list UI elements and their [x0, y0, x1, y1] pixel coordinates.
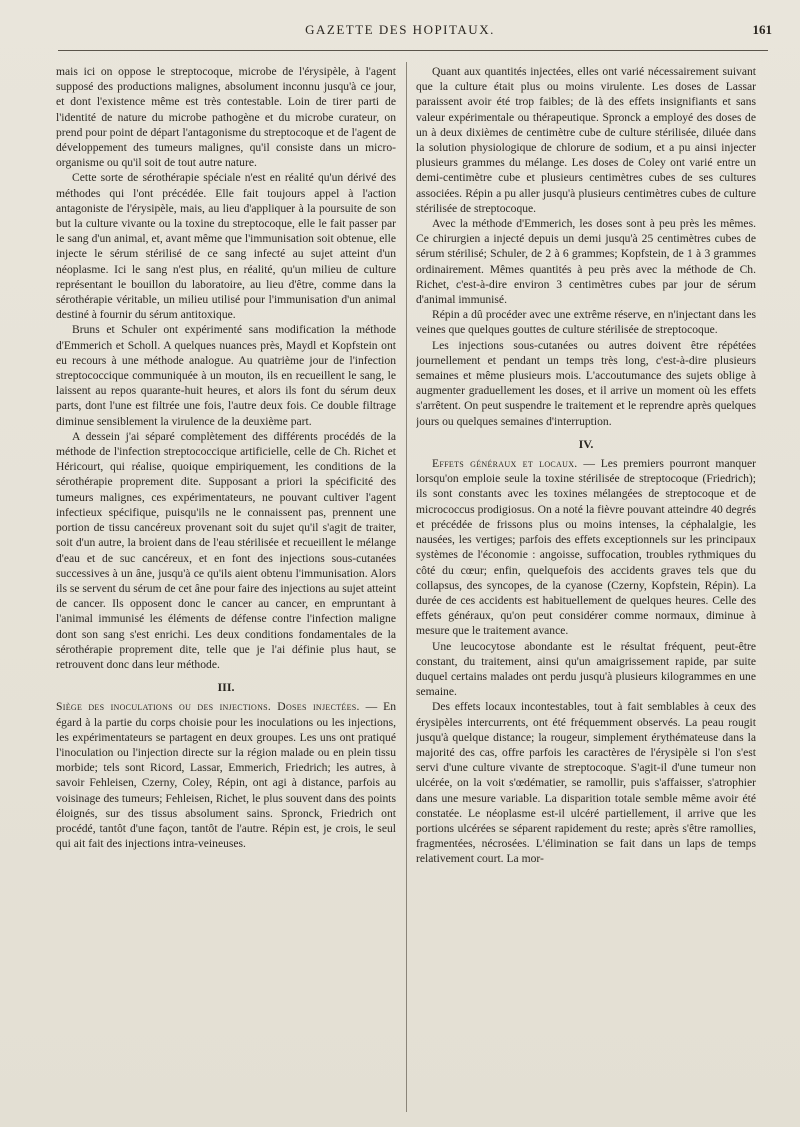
section-heading: IV. [578, 436, 594, 451]
column-divider [406, 62, 407, 1112]
page-number: 161 [752, 22, 772, 37]
paragraph: Avec la méthode d'Emmerich, les doses sont à peu près les mêmes. Ce chirurgien a injecté depuis un demi jusqu'à 25 centimètres cubes de sérum stérilisé; Schuler, de 2 à 6 grammes; Kopfstein, de 1 à 3 grammes ordinairement. Mêmes quantités à peu près avec la méthode de Ch. Richet, c'est-à-dire environ 3 centimètres cubes par jour de sérum d'animal immunisé. [416, 217, 756, 307]
paragraph: Répin a dû procéder avec une extrême réserve, en n'injectant dans les veines que quelques gouttes de culture stérilisée de streptocoque. [416, 308, 756, 337]
header-rule [58, 50, 768, 51]
section-title: Effets généraux et locaux. [432, 457, 578, 471]
right-column [416, 64, 756, 1114]
section-title: Siège des inoculations ou des injections. Doses injectées. [56, 700, 360, 714]
paragraph: Des effets locaux incontestables, tout à fait semblables à ceux des érysipèles intercurrents, ont été fréquemment observés. La peau rougit jusqu'à quelque distance; la rougeur, simplement érythémateuse dans la majorité des cas, offre parfois les caractères de l'érysipèle si l'on s'est servi d'une culture vivante de streptocoque. S'agit-il d'une tumeur non ulcérée, on la voit s'œdématier, se ramollir, puis s'affaisser, s'atrophier dans une mesure variable. La disparition totale semble même avoir été constatée. Le néoplasme est-il ulcéré partiellement, il arrive que les portions ulcérées se séparent rapidement du reste; après s'être ramollies, fragmentées, nécrosées. L'élimination se fait dans un laps de temps relativement court. La mor- [416, 700, 756, 866]
paragraph: A dessein j'ai séparé complètement des différents procédés de la méthode de l'infection streptococcique artificielle, celle de Ch. Richet et Héricourt, qui réalise, quoique empiriquement, les conditions de la sérothérapie proprement dite. Supposant a priori la spécificité des tumeurs malignes, ces expérimentateurs, ne pouvant cultiver l'agent infectieux spécifique, puisqu'ils ne le connaissent pas, prennent une portion de tissu cancéreux provenant soit du sujet qu'il s'agit de traiter, soit d'un autre, la broient dans de l'eau stérilisée et recueillent le mélange d'eau et de suc cancéreux, et en font des injections sous-cutanées successives à un âne, jusqu'à ce qu'ils aient obtenu l'immunisation. Alors ils se servent du sérum de cet âne pour faire des injections au sujet atteint de cancer. Ils opposent donc le cancer au cancer, en empruntant à l'animal immunisé les éléments de défense contre l'infection maligne dont son sang s'est enrichi. Les deux conditions fondamentales de la sérothérapie proprement dite, telle que je l'ai définie plus haut, se retrouvent donc dans leur méthode. [56, 429, 396, 671]
section-body: — Les premiers pourront manquer lorsqu'on emploie seule la toxine stérilisée de streptocoque (Friedrich); ils sont constants avec les toxines mélangées de streptocoque et de micrococcus prodigiosus. On a noté la fièvre pouvant atteindre 40 degrés et précédée de frissons plus ou moins intenses, la céphalalgie, les nausées, les vertiges; parfois des effets exceptionnels sur les principaux systèmes de l'économie : angoisse, suffocation, troubles rythmiques du côté du cœur; enfin, quelquefois des accidents graves tels que du collapsus, des syncopes, de la cyanose (Czerny, Kopfstein, Répin). La durée de ces accidents est habituellement de quelques heures. Celle des effets généraux, qu'on peut considérer comme normaux, diminue à mesure que le traitement avance. [416, 457, 756, 638]
paragraph: Une leucocytose abondante est le résultat fréquent, peut-être constant, du traitement, ainsi qu'un amaigrissement rapide, par suite duquel certains malades ont perdu jusqu'à plusieurs kilogrammes en une semaine. [416, 639, 756, 699]
section-paragraph [416, 456, 756, 638]
paragraph: Les injections sous-cutanées ou autres doivent être répétées journellement et pendant un temps très long, c'est-à-dire plusieurs semaines et même plusieurs mois. L'accoutumance des sujets oblige à augmenter graduellement les doses, et il arrive un moment où les effets s'arrêtent. On peut suspendre le traitement et le reprendre après quelques jours ou quelques semaines d'interruption. [416, 338, 756, 428]
running-title: GAZETTE DES HOPITAUX. [305, 22, 495, 37]
paragraph: Quant aux quantités injectées, elles ont varié nécessairement suivant que la culture était plus ou moins virulente. Les doses de Lassar paraissent avoir été trop faibles; de là des effets insignifiants et sans valeur expérimentale ou thérapeutique. Spronck a employé des doses de un à deux dixièmes de centimètre cube de culture stérilisée, diluée dans la solution physiologique de chlorure de sodium, et a pu ainsi injecter plusieurs grammes du mélange. Les doses de Coley ont varié entre un demi-centimètre cube et plusieurs centimètres cubes de ses cultures associées. Répin a pu aller jusqu'à plusieurs centimètres cubes de culture stérilisée de streptocoque. [416, 65, 756, 215]
page-header [0, 22, 800, 52]
section-heading: III. [217, 680, 235, 695]
section-body: — En égard à la partie du corps choisie pour les inoculations ou les injections, les expérimentateurs se partagent en deux groupes. Les uns ont pratiqué l'inoculation ou l'injection directe sur la région malade ou en plein tissu morbide; tels sont Ricord, Lassar, Emmerich, Friedrich; les autres, à savoir Fehleisen, Czerny, Coley, Répin, ont agi à distance, parfois au voisinage des tumeurs; Fehleisen, Richet, le plus souvent dans des points éloignés, sur des tissus absolument sains. Spronck, Friedrich ont procédé, tantôt d'une façon, tantôt de l'autre. Répin est, je crois, le seul qui ait fait des injections intra-veineuses. [56, 700, 396, 851]
left-column [56, 64, 396, 1114]
section-paragraph [56, 699, 396, 851]
paragraph: mais ici on oppose le streptocoque, microbe de l'érysipèle, à l'agent supposé des productions malignes, absolument inconnu jusqu'à ce jour, et dont l'existence même est très contestable. Loin de tirer parti de l'identité de nature du microbe pathogène et du microbe curateur, on prend pour point de départ l'antagonisme du streptocoque et de l'agent de développement des tumeurs malignes, qu'il consiste dans un micro-organisme ou qu'il soit de tout autre nature. [56, 65, 396, 170]
paragraph: Cette sorte de sérothérapie spéciale n'est en réalité qu'un dérivé des méthodes qui l'ont précédée. Elle fait toujours appel à l'action antagoniste de l'érysipèle, mais, au lieu d'appliquer à la poursuite de son but la culture vivante ou la toxine du streptocoque, elle le fait passer par le sang d'un animal, et, avant même que l'immunisation soit obtenue, elle injecte le sérum stérilisé de ce sang infecté au sujet atteint d'un néoplasme. Ici le sang n'est plus, en réalité, qu'un milieu de culture représentant le bouillon du laboratoire, au lieu d'être, comme dans la sérothérapie véritable, un milieu utilisé pour l'immunisation d'un animal destiné à fournir du sérum antitoxique. [56, 171, 396, 322]
paragraph: Bruns et Schuler ont expérimenté sans modification la méthode d'Emmerich et Scholl. A quelques nuances près, Maydl et Kopfstein ont eu recours à une méthode analogue. Au quatrième jour de l'infection streptococcique communiquée à un mouton, ils en recueillent le sang, le laissent au repos quarante-huit heures, et alors ils font du sérum deux parts, dont l'une est filtrée une fois, l'autre deux fois. Ce double filtrage diminue sensiblement la virulence de la deuxième part. [56, 323, 396, 428]
